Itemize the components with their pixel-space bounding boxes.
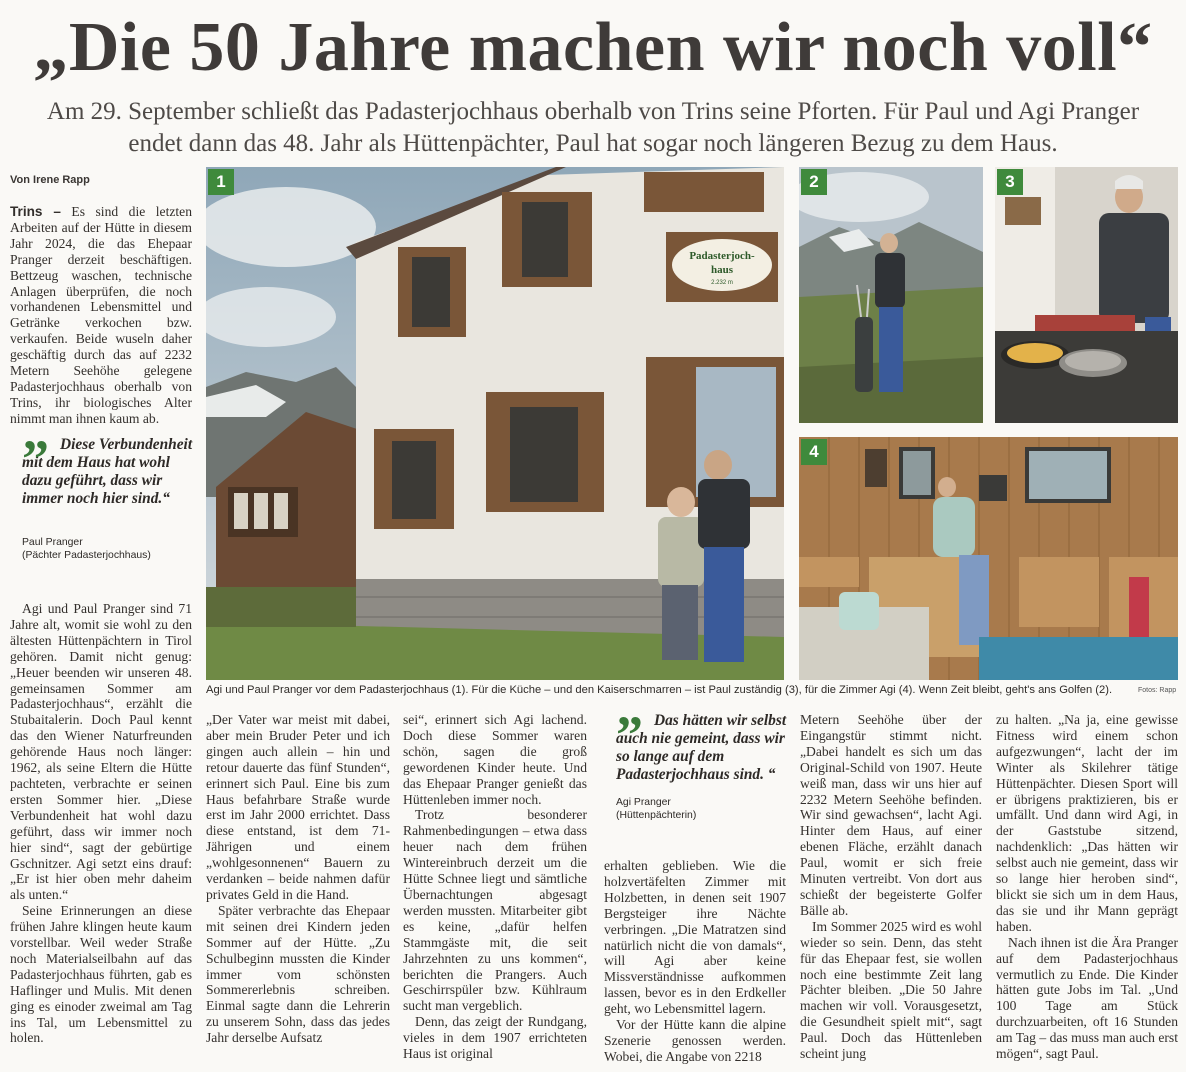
paragraph: Trotz besonderer Rahmenbedingungen – etwa dass heuer nach dem frühen Wintereinbruch derzeit um die Hütte Schnee liegt und sämtliche Übernachtungen abgesagt werden mussten. Mitarbeiter gibt es keine, „dafür helfen Stammgäste mit, die seit Jahrzehnten zu uns kommen“, berichten die Prangers. Auch Geschirrspüler bzw. Kühlraum sucht man vergeblich.: [403, 807, 587, 1014]
quote-mark-icon: ”: [22, 429, 49, 489]
article-column-4: [604, 858, 786, 1065]
paragraph: zu halten. „Na ja, eine gewisse Fitness wird einem schon aufgezwungen“, lacht der im Winter als Skilehrer tätige Hüttenpächter. Diesen Sport will er übrigens praktizieren, bis er umfällt. Und dann wird Agi, in der Gaststube sitzend, nachdenklich: „Das hätten wir selbst auch nie gemeint, dass wir so lange hier heroben sind“, blickt sie sich um in dem Haus, das sie und ihr Mann geprägt haben.: [996, 712, 1178, 934]
paragraph: „Der Vater war meist mit dabei, aber mein Bruder Peter und ich gingen auch allein – hin und retour dauerte das fünf Stunden“, erinnert sich Paul. Eine bis zum Haus befahrbare Straße wurde erst im Jahr 2000 errichtet. Dass diese entstand, ist dem 71-Jährigen und einem „wohlgesonnenen“ Bauern zu verdanken – beide nahmen dafür privates Geld in die Hand.: [206, 712, 390, 902]
paragraph: Metern Seehöhe über der Eingangstür stimmt nicht. „Dabei handelt es sich um das Original-Schild von 1907. Heute weiß man, dass wir uns hier auf 2232 Metern Seehöhe befinden. Wir sind gewachsen“, lacht Agi. Hinter dem Haus, auf einer ebenen Fläche, erzählt danach Paul, womit er sich freie Minuten vertreibt. Von dort aus schießt der begeisterte Golfer Bälle ab.: [800, 712, 982, 918]
sign-line-3: 2.232 m: [711, 280, 733, 286]
byline: Von Irene Rapp: [10, 174, 90, 186]
pull-quote-2: [616, 705, 788, 822]
headline: „Die 50 Jahre machen wir noch voll“: [33, 9, 1153, 86]
photo-caption: Agi und Paul Pranger vor dem Padasterjochhaus (1). Für die Küche – und den Kaiserschmarren – ist Paul zuständig (3), für die Zimmer Agi (4). Wenn Zeit bleibt, geht's ans Golfen (2).: [206, 684, 1113, 696]
quote-mark-icon: ”: [616, 705, 643, 765]
paragraph: Denn, das zeigt der Rundgang, vieles in dem 1907 errichteten Haus ist original: [403, 1014, 587, 1062]
paragraph: Agi und Paul Pranger sind 71 Jahre alt, womit sie wohl zu den ältesten Hüttenpächtern in Tirol gehören. Damit nicht genug: „Heuer beenden wir unseren 48. gemeinsamen Sommer am Padasterjochhaus“, erzählt die Stubaitalerin. Doch Paul kennt das den Wiener Naturfreunden gehörende Haus noch länger: 1962, als seine Eltern die Hütte pachteten, verbrachte er seinen ersten Sommer hier. „Diese Verbundenheit hat wohl dazu geführt, dass wir immer noch hier sind“, sagt der gebürtige Gschnitzer. Agi setzt eins drauf: „Er ist hier oben mehr daheim als unten.“: [10, 601, 192, 903]
photo-credit: Fotos: Rapp: [1138, 687, 1177, 694]
paragraph: Später verbrachte das Ehepaar mit seinen drei Kindern jeden Sommer auf der Hütte. „Zu Schulbeginn mussten die Kinder immer vom schönsten Sommererlebnis schreiben. Einmal sagte dann die Lehrerin zu unserem Sohn, dass das jedes Jahr derselbe Aufsatz: [206, 902, 390, 1046]
paragraph: Es sind die letzten Arbeiten auf der Hütte in diesem Jahr 2024, die das Ehepaar Pranger derzeit beschäftigen. Bettzeug waschen, technische Anlagen überprüfen, die noch vorhandenen Lebensmittel und Getränke verkochen bzw. verkaufen. Beide wuseln daher geschäftig durch das auf 2232 Metern Seehöhe gelegene Padasterjochhaus oberhalb von Trins, ihr biologisches Alter nimmt man ihnen kaum ab.: [10, 204, 192, 426]
photo-number-badge: 4: [801, 439, 827, 465]
pull-quote-1: [22, 429, 194, 562]
sign-line-2: haus: [710, 264, 734, 276]
pull-quote-author: Paul Pranger: [22, 537, 83, 548]
article-column-1-bottom: [10, 601, 192, 1046]
paragraph: erhalten geblieben. Wie die holzvertäfelten Zimmer mit Holzbetten, in denen seit 1907 Bergsteiger ihre Nächte verbringen. „Die Matratzen sind natürlich nicht die von damals“, will Agi aber keine Missverständnisse aufkommen lassen, bevor es in den Erdkeller geht, wo Lebensmittel lagern.: [604, 858, 786, 1017]
paragraph: Vor der Hütte kann die alpine Szenerie genossen werden. Wobei, die Angabe von 2218: [604, 1017, 786, 1064]
photo-number-badge: 3: [997, 169, 1023, 195]
photo-golf: [799, 167, 983, 423]
photo-kitchen: [995, 167, 1178, 423]
subheadline: Am 29. September schließt das Padasterjochhaus oberhalb von Trins seine Pforten. Für Paul und Agi Pranger endet dann das 48. Jahr als Hüttenpächter, Paul hat sogar noch längeren Bezug zu dem Haus.: [46, 98, 1140, 157]
photo-number-badge: 1: [208, 169, 234, 195]
dateline: Trins –: [10, 204, 61, 219]
pull-quote-text: Das hätten wir selbst auch nie gemeint, dass wir so lange auf dem Padasterjochhaus sind. “: [616, 712, 787, 783]
pull-quote-role: (Pächter Padasterjochhaus): [22, 550, 151, 561]
photo-number-badge: 2: [801, 169, 827, 195]
article-column-5: [800, 712, 982, 1062]
photo-hut-exterior: [206, 167, 784, 680]
article-column-1-top: [10, 204, 192, 427]
paragraph: sei“, erinnert sich Agi lachend. Doch diese Sommer waren schön, sagen die groß gewordenen Kinder heute. Und das Ehepaar Pranger genießt das Hüttenleben immer noch.: [403, 712, 587, 807]
pull-quote-text: Diese Verbundenheit mit dem Haus hat wohl dazu geführt, dass wir immer noch hier sind.“: [22, 436, 193, 507]
photo-guest-room: [799, 437, 1178, 680]
pull-quote-author: Agi Pranger: [616, 797, 671, 808]
pull-quote-role: (Hüttenpächterin): [616, 810, 697, 821]
article-column-2: [206, 712, 390, 1046]
paragraph: Im Sommer 2025 wird es wohl wieder so sein. Denn, das steht für das Ehepaar fest, sie wollen noch eine bestimmte Zeit lang Pächter bleiben. „Die 50 Jahre machen wir voll. Vorausgesetzt, die Gesundheit spielt mit“, sagt Paul. Doch das Hüttenleben scheint jung: [800, 918, 982, 1062]
sign-line-1: Padasterjoch-: [689, 250, 755, 262]
article-column-3: [403, 712, 587, 1062]
article-column-6: [996, 712, 1178, 1062]
paragraph: Nach ihnen ist die Ära Pranger auf dem Padasterjochhaus vermutlich zu Ende. Die Kinder hätten gute Jobs im Tal. „Und 100 Tage am Stück durchzuarbeiten, oft 16 Stunden am Tag – das muss man auch erst mögen“, sagt Paul.: [996, 934, 1178, 1062]
paragraph: Seine Erinnerungen an diese frühen Jahre klingen heute kaum vorstellbar. Weil weder Straße noch Materialseilbahn auf das Padasterjochhaus führten, gab es Haflinger und Mulis. Mit denen ging es einoder zweimal am Tag ins Tal, um Lebensmittel zu holen.: [10, 903, 192, 1046]
